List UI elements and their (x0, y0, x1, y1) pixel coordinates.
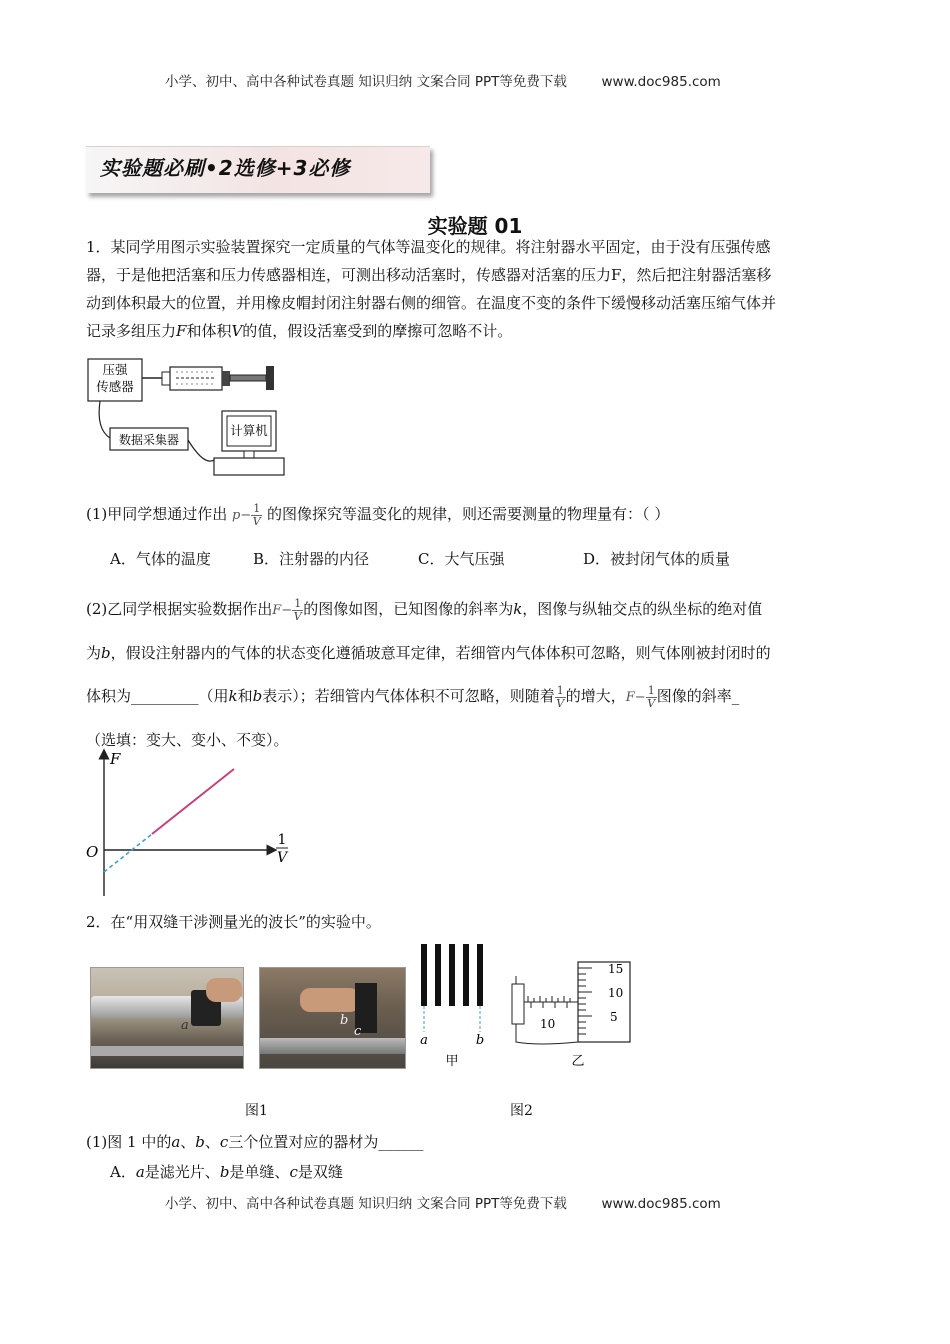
micrometer-diagram (508, 954, 638, 1072)
fringe-caption: 甲 (445, 1054, 459, 1069)
option-b[interactable]: B．注射器的内径 (253, 550, 370, 568)
f-vs-inverse-v-graph (82, 744, 302, 904)
q1-sub2-line4: （选填：变大、变小、不变）。 (86, 731, 289, 749)
option-a[interactable]: A．气体的温度 (110, 550, 211, 568)
data-line (152, 769, 234, 834)
collector-label: 数据采集器 (118, 433, 180, 447)
micrometer-tick-10: 10 (608, 986, 624, 1000)
fringe-label-b: b (475, 1033, 485, 1048)
fringe-label-a: a (420, 1033, 428, 1048)
computer-base (214, 458, 284, 475)
figure1-caption: 图1 (245, 1103, 268, 1119)
photo-1 (90, 967, 244, 1069)
footer-text: 小学、初中、高中各种试卷真题 知识归纳 文案合同 PPT等免费下载 (165, 1196, 567, 1212)
fringe-pattern (412, 944, 496, 1072)
x-axis-label-num: 1 (277, 832, 287, 848)
q1-sub2-line1: (2)乙同学根据实验数据作出F− $\frac{1}{V}$ 的图像如图，已知图像的斜率为k，图像与纵轴交点的纵坐标的绝对值 (86, 596, 763, 623)
q1-text (86, 233, 866, 345)
q1-line1: 1．某同学用图示实验装置探究一定质量的气体等温变化的规律。将注射器水平固定，由于没有压强传感 (86, 238, 771, 256)
extrapolated-line (104, 834, 152, 872)
photo-2 (259, 967, 406, 1069)
option-c[interactable]: C．大气压强 (418, 550, 505, 568)
page-header (165, 70, 721, 90)
label-c-photo: c (354, 1024, 362, 1039)
q2-sub1: (1)图 1 中的a、b、c三个位置对应的器材为______ (86, 1133, 424, 1151)
page-title: 实验题 01 (427, 214, 523, 238)
q1-sub1: (1)甲同学想通过作出 p− $\frac{1}{V}$ 的图像探究等温变化的规律，则还需要测量的物理量有：（ ） (86, 501, 670, 528)
q2-intro: 2．在“用双缝干涉测量光的波长”的实验中。 (86, 913, 381, 931)
origin-label: O (86, 843, 99, 861)
q1-line4: 记录多组压力F和体积V的值，假设活塞受到的摩擦可忽略不计。 (86, 322, 513, 340)
q1-line2: 器，于是他把活塞和压力传感器相连，可测出移动活塞时，传感器对活塞的压力F，然后把注射器活塞移 (86, 266, 772, 284)
banner-text: 实验题必刷•2选修+3必修 (100, 156, 351, 180)
section-banner (86, 146, 430, 193)
q1-sub2-line2: 为b，假设注射器内的气体的状态变化遵循玻意耳定律，若细管内气体体积可忽略，则气体刚被封闭时的 (86, 644, 771, 662)
option-d[interactable]: D．被封闭气体的质量 (583, 550, 731, 568)
x-axis-label-den: V (276, 850, 288, 866)
computer-label: 计算机 (230, 423, 268, 438)
q1-sub2-line3: 体积为_________（用k和b表示）；若细管内气体体积不可忽略，则随着 $\frac{1}{V}$ 的增大，F− $\frac{1}{V}$ 图像的斜率_ (86, 683, 740, 710)
micrometer-tick-5: 5 (610, 1010, 618, 1024)
header-text: 小学、初中、高中各种试卷真题 知识归纳 文案合同 PPT等免费下载 (165, 74, 567, 90)
q1-sub2 (86, 588, 866, 762)
q1-line3: 动到体积最大的位置，并用橡皮帽封闭注射器右侧的细管。在温度不变的条件下缓慢移动活塞压缩气体并 (86, 294, 777, 312)
figure2-caption: 图2 (510, 1103, 533, 1119)
header-url[interactable]: www.doc985.com (601, 74, 721, 90)
page-footer (165, 1192, 721, 1212)
y-axis-label: F (110, 750, 121, 768)
sensor-label-2: 传感器 (96, 379, 134, 394)
q2-option-a[interactable]: A．a是滤光片、b是单缝、c是双缝 (110, 1163, 343, 1181)
apparatus-diagram (84, 354, 294, 480)
micrometer-caption: 乙 (571, 1054, 585, 1069)
footer-url[interactable]: www.doc985.com (601, 1196, 721, 1212)
label-b-photo: b (340, 1013, 349, 1028)
micrometer-tick-15: 15 (608, 962, 624, 976)
sensor-label-1: 压强 (102, 362, 128, 377)
micrometer-main-10: 10 (540, 1017, 556, 1031)
label-a-photo: a (181, 1018, 189, 1033)
